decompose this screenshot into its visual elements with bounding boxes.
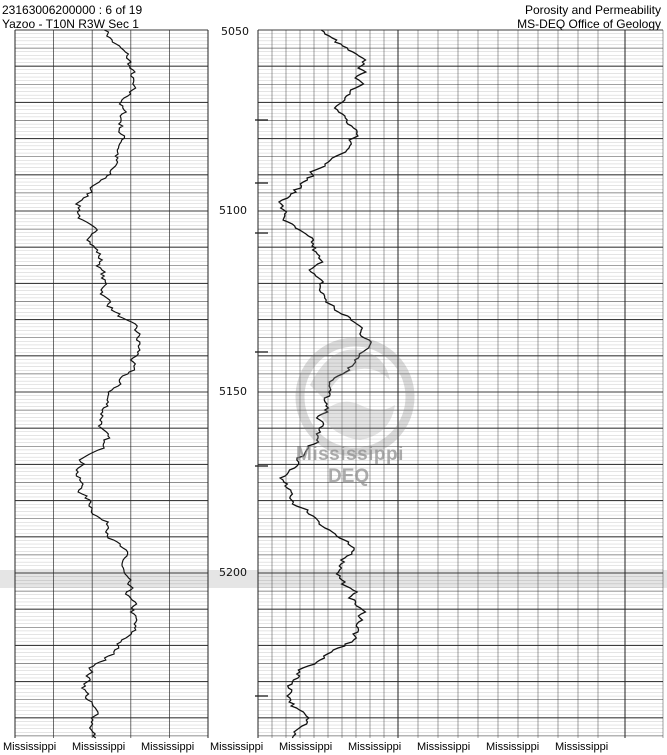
depth-label-5150: 5150	[219, 385, 247, 398]
footer-label: Mississippi	[417, 741, 471, 753]
footer-label: Mississippi	[72, 741, 126, 753]
watermark-text-line1: Mississippi	[296, 444, 404, 465]
left-track-grid	[15, 30, 208, 738]
well-location-label: Yazoo - T10N R3W Sec 1	[2, 17, 139, 31]
footer-label: Mississippi	[141, 741, 195, 753]
depth-label-5050: 5050	[221, 25, 249, 38]
footer-label: Mississippi	[555, 741, 609, 753]
footer-label: Mississippi	[3, 741, 57, 753]
footer-label: Mississippi	[486, 741, 540, 753]
depth-label-5200: 5200	[219, 566, 247, 579]
log-title: Porosity and Permeability	[524, 3, 661, 17]
footer-label: Mississippi	[210, 741, 264, 753]
footer-label: Mississippi	[348, 741, 402, 753]
organization-label: MS-DEQ Office of Geology	[517, 17, 661, 31]
footer-label: Mississippi	[279, 741, 333, 753]
depth-label-5100: 5100	[219, 204, 247, 217]
well-id-page-label: 23163006200000 : 6 of 19	[2, 3, 143, 17]
watermark-text-line2: DEQ	[328, 466, 370, 487]
left-track-curve	[76, 30, 140, 738]
footer-watermark-row	[0, 740, 667, 755]
